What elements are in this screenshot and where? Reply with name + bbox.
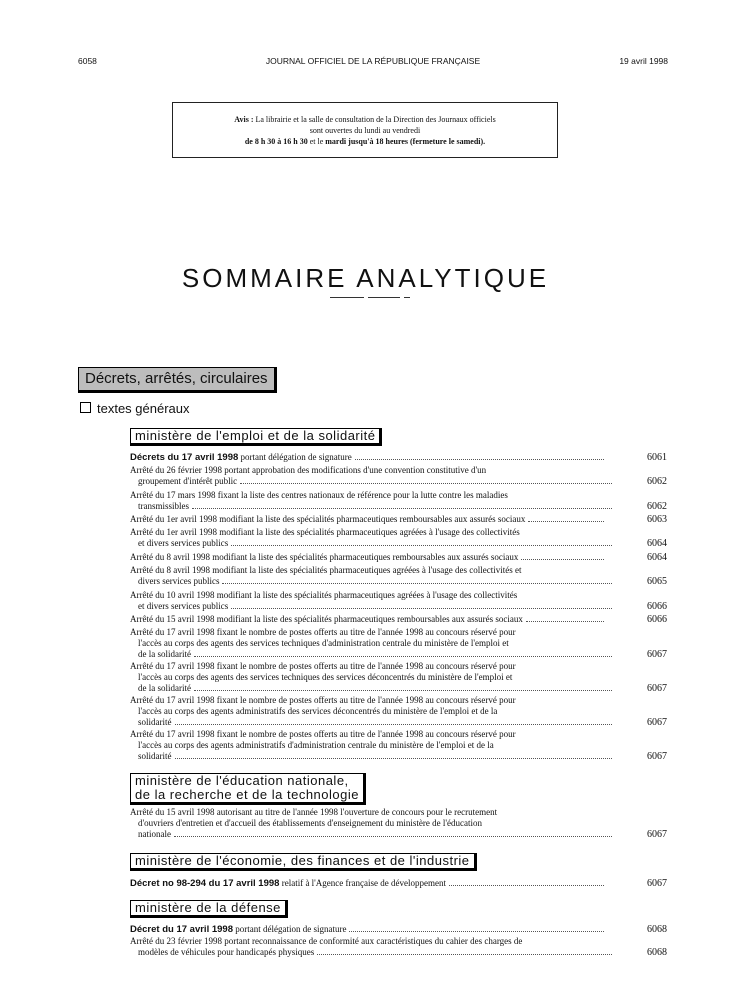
- dot-leader: [231, 538, 612, 546]
- entry-text-line: Arrêté du 15 avril 1998 autorisant au titre de l'année 1998 l'ouverture de concours pour le recrutement: [130, 807, 498, 817]
- page-reference: 6064: [647, 538, 667, 549]
- ministry-heading: [130, 773, 366, 805]
- notice-tuesday-hours: mardi jusqu'à 18 heures (fermeture le samedi).: [325, 137, 486, 146]
- ministry-heading: [130, 428, 382, 446]
- summary-entry[interactable]: [130, 924, 667, 935]
- entry-bold-title: Décret no 98-294 du 17 avril 1998: [130, 878, 280, 889]
- summary-entry[interactable]: [130, 565, 667, 587]
- summary-entry[interactable]: [130, 695, 667, 728]
- entry-text-line: Arrêté du 17 mars 1998 fixant la liste des centres nationaux de référence pour la lutte contre les maladies: [130, 490, 508, 500]
- entry-text-line: l'accès au corps des agents des services techniques d'administration centrale du ministère de l'emploi et: [138, 638, 509, 648]
- checkbox-square-icon: [80, 402, 91, 413]
- page-reference: 6065: [647, 576, 667, 587]
- entry-text-line: l'accès au corps des agents des services techniques des services déconcentrés du ministère de l'emploi et: [138, 672, 513, 682]
- dot-leader: [449, 878, 604, 886]
- summary-entry[interactable]: [130, 729, 667, 762]
- summary-entry[interactable]: [130, 514, 667, 525]
- ministry-heading: [130, 900, 288, 918]
- dot-leader: [240, 476, 612, 484]
- entry-text-line: portant délégation de signature: [240, 452, 352, 462]
- ministry-name-line: ministère de l'éducation nationale,: [135, 773, 349, 788]
- dot-leader: [521, 552, 604, 560]
- dot-leader: [175, 717, 613, 725]
- entry-text-line: Arrêté du 1er avril 1998 modifiant la liste des spécialités pharmaceutiques remboursables aux assurés sociaux: [130, 514, 526, 524]
- dot-leader: [231, 601, 612, 609]
- summary-entry[interactable]: [130, 878, 667, 889]
- entry-text-line: transmissibles: [138, 501, 189, 511]
- notice-hours: de 8 h 30 à 16 h 30: [244, 137, 308, 146]
- page-reference: 6068: [647, 924, 667, 935]
- entry-text-line: Arrêté du 8 avril 1998 modifiant la liste des spécialités pharmaceutiques agréées à l'usage des collectivités et: [130, 565, 522, 575]
- ministry-heading: [130, 853, 477, 871]
- summary-entry[interactable]: [130, 452, 667, 463]
- entry-text-line: relatif à l'Agence française de développement: [281, 878, 446, 888]
- entry-text-line: et divers services publics: [138, 538, 229, 548]
- entry-text-line: Arrêté du 17 avril 1998 fixant le nombre de postes offerts au titre de l'année 1998 au concours réservé pour: [130, 695, 516, 705]
- entry-text-line: Arrêté du 17 avril 1998 fixant le nombre de postes offerts au titre de l'année 1998 au concours réservé pour: [130, 661, 516, 671]
- dot-leader: [175, 751, 613, 759]
- dot-leader: [317, 947, 612, 955]
- subsection-label: textes généraux: [97, 401, 190, 416]
- ministry-name-line: ministère de la défense: [135, 900, 281, 915]
- ministry-name-line: ministère de l'économie, des finances et de l'industrie: [135, 853, 470, 868]
- page-reference: 6062: [647, 501, 667, 512]
- ministry-name-line: ministère de l'emploi et de la solidarité: [135, 428, 376, 443]
- page-reference: 6067: [647, 683, 667, 694]
- page-reference: 6062: [647, 476, 667, 487]
- summary-entry[interactable]: [130, 614, 667, 625]
- page-reference: 6064: [647, 552, 667, 563]
- summary-entry[interactable]: [130, 590, 667, 612]
- dot-leader: [526, 614, 604, 622]
- section-banner: Décrets, arrêtés, circulaires: [78, 367, 277, 393]
- entry-text-line: portant délégation de signature: [235, 924, 347, 934]
- entry-text-line: Arrêté du 26 février 1998 portant approbation des modifications d'une convention constitutive d'un: [130, 465, 487, 475]
- page-reference: 6067: [647, 829, 667, 840]
- entry-bold-title: Décrets du 17 avril 1998: [130, 452, 239, 463]
- summary-entry[interactable]: [130, 552, 667, 563]
- dot-leader: [528, 514, 604, 522]
- page-reference: 6067: [647, 751, 667, 762]
- summary-entry[interactable]: [130, 490, 667, 512]
- dot-leader: [349, 924, 604, 932]
- summary-entry[interactable]: [130, 527, 667, 549]
- entry-text-line: de la solidarité: [138, 683, 191, 693]
- entry-text-line: Arrêté du 15 avril 1998 modifiant la liste des spécialités pharmaceutiques remboursables aux assurés sociaux: [130, 614, 523, 624]
- subsection-heading: [80, 401, 190, 416]
- entry-text-line: solidarité: [138, 717, 172, 727]
- entry-text-line: modèles de véhicules pour handicapés physiques: [138, 947, 315, 957]
- summary-entry[interactable]: [130, 627, 667, 660]
- summary-entry[interactable]: [130, 661, 667, 694]
- page-title: SOMMAIRE ANALYTIQUE: [181, 263, 550, 294]
- entry-bold-title: Décret du 17 avril 1998: [130, 924, 233, 935]
- entry-text-line: et divers services publics: [138, 601, 229, 611]
- notice-label: Avis :: [234, 115, 254, 124]
- page-reference: 6063: [647, 514, 667, 525]
- page-reference: 6067: [647, 649, 667, 660]
- notice-line-1: La librairie et la salle de consultation de la Direction des Journaux officiels: [255, 115, 496, 124]
- dot-leader: [192, 501, 612, 509]
- entry-text-line: groupement d'intérêt public: [138, 476, 238, 486]
- dot-leader: [194, 683, 612, 691]
- page-reference: 6066: [647, 614, 667, 625]
- opening-hours-notice: [172, 102, 558, 158]
- dot-leader: [222, 576, 612, 584]
- entry-text-line: de la solidarité: [138, 649, 191, 659]
- entry-text-line: nationale: [138, 829, 171, 839]
- summary-entry[interactable]: [130, 936, 667, 958]
- page-reference: 6061: [647, 452, 667, 463]
- summary-entry[interactable]: [130, 807, 667, 840]
- notice-line-2: sont ouvertes du lundi au vendredi: [309, 126, 421, 135]
- entry-text-line: solidarité: [138, 751, 172, 761]
- page-reference: 6066: [647, 601, 667, 612]
- page-number: 6058: [78, 56, 97, 66]
- entry-text-line: Arrêté du 23 février 1998 portant reconnaissance de conformité aux caractéristiques du cahier des charges de: [130, 936, 523, 946]
- dot-leader: [174, 829, 612, 837]
- page-reference: 6067: [647, 717, 667, 728]
- journal-title: JOURNAL OFFICIEL DE LA RÉPUBLIQUE FRANÇAISE: [265, 56, 481, 66]
- entry-text-line: Arrêté du 1er avril 1998 modifiant la liste des spécialités pharmaceutiques agréées à l'usage des collectivités: [130, 527, 520, 537]
- entry-text-line: Arrêté du 17 avril 1998 fixant le nombre de postes offerts au titre de l'année 1998 au concours réservé pour: [130, 729, 516, 739]
- entry-text-line: l'accès au corps des agents administratifs des services déconcentrés du ministère de l'emploi et de la: [138, 706, 498, 716]
- issue-date: 19 avril 1998: [619, 56, 668, 66]
- page-reference: 6068: [647, 947, 667, 958]
- entry-text-line: Arrêté du 8 avril 1998 modifiant la liste des spécialités pharmaceutiques remboursables aux assurés sociaux: [130, 552, 519, 562]
- dot-leader: [194, 649, 612, 657]
- entry-text-line: divers services publics: [138, 576, 220, 586]
- dot-leader: [355, 452, 604, 460]
- entry-text-line: Arrêté du 17 avril 1998 fixant le nombre de postes offerts au titre de l'année 1998 au concours réservé pour: [130, 627, 516, 637]
- summary-entry[interactable]: [130, 465, 667, 487]
- notice-conjunction: et le: [309, 137, 324, 146]
- entry-text-line: d'ouvriers d'entretien et d'accueil des établissements d'enseignement du ministère de l'éducation: [138, 818, 482, 828]
- entry-text-line: Arrêté du 10 avril 1998 modifiant la liste des spécialités pharmaceutiques agréées à l'usage des collectivités: [130, 590, 518, 600]
- page-reference: 6067: [647, 878, 667, 889]
- running-header: [78, 56, 668, 70]
- ministry-name-line: de la recherche et de la technologie: [135, 787, 359, 802]
- title-ornament: [330, 297, 414, 298]
- entry-text-line: l'accès au corps des agents administratifs d'administration centrale du ministère de l'emploi et de la: [138, 740, 494, 750]
